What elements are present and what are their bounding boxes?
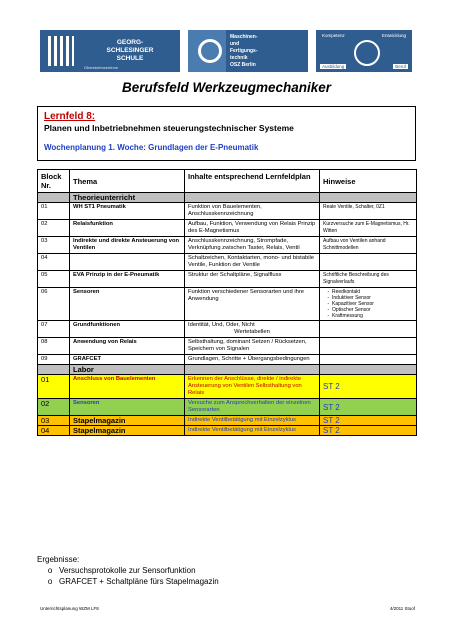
list-item: - Reedkontakt xyxy=(332,289,413,295)
table-row: 02 Sensoren Versuche zum Ansprechverhalten der einzelnen Sensorarten ST 2 xyxy=(38,399,417,416)
week-plan-title: Wochenplanung 1. Woche: Grundlagen der E-Pneumatik xyxy=(44,143,259,152)
results-label: Ergebnisse: xyxy=(37,555,80,564)
table-header-row xyxy=(38,170,417,193)
results-list xyxy=(37,565,219,587)
document-title: Berufsfeld Werkzeugmechaniker xyxy=(121,80,332,95)
header-inhalte: Inhalte entsprechend Lernfeldplan xyxy=(185,170,320,193)
table-row: 06 Sensoren Funktion verschiedener Sensorarten und ihre Anwendung - Reedkontakt - Induktiver Sensor - Kapazitiver Sensor - Optischer Sensor - Kraftmessung xyxy=(38,288,417,321)
lernfeld-number: Lernfeld 8: xyxy=(44,111,96,122)
footer-left: Unterrichtsplanung WZM LF8 xyxy=(40,606,99,611)
osz-logo-text: Maschinen- und Fertigungs- technik OSZ Berlin xyxy=(230,34,258,68)
table-row: 03 Stapelmagazin Indirekte Ventilbetätigung mit Einzelzyklus ST 2 xyxy=(38,416,417,426)
table-row: 05 EVA Prinzip in der E-Pneumatik Struktur der Schaltpläne, Signalfluss Schriftliche Beschreibung des Signalverlaufs xyxy=(38,271,417,288)
table-row: 09 GRAFCET Grundlagen, Schritte + Übergangsbedingungen xyxy=(38,355,417,365)
table-row: 08 Anwendung von Relais Selbsthaltung, dominant Setzen / Rücksetzen, Speichern von Signalen xyxy=(38,338,417,355)
section-row-theory xyxy=(38,193,417,203)
results-section xyxy=(37,554,219,587)
table-row: 07 Grundfunktionen Identität, Und, Oder, Nicht Wertetabellen xyxy=(38,321,417,338)
competence-logo: Kompetenz Entwicklung Ausbildung Beruf xyxy=(316,30,412,72)
header-thema: Thema xyxy=(70,170,185,193)
section-lab-label: Labor xyxy=(70,365,185,375)
table-row: 01 WH ST1 Pneumatik Funktion von Bauelementen, Anschlusskennzeichnung Reale Ventile, Schalter, 0Z1 xyxy=(38,203,417,220)
school-logo-text: GEORG- SCHLESINGER SCHULE xyxy=(106,39,154,62)
lernfeld-box xyxy=(37,106,416,161)
footer-right: 4/2011 Stoof xyxy=(389,606,415,611)
sensor-list-cell xyxy=(320,288,417,321)
section-theory-label: Theorieunterricht xyxy=(70,193,185,203)
section-row-lab xyxy=(38,365,417,375)
osz-logo-mark xyxy=(188,30,226,72)
sensor-list xyxy=(323,289,413,319)
list-item: - Optischer Sensor xyxy=(332,307,413,313)
table-row: 01 Anschluss von Bauelementen Erkennen der Anschlüsse, direkte / indirekte Ansteuerung von Ventilen Selbsthaltung von Relais ST 2 xyxy=(38,375,417,399)
list-item: - Kapazitiver Sensor xyxy=(332,301,413,307)
plan-table xyxy=(37,169,417,436)
osz-logo xyxy=(188,30,308,72)
list-item: - Kraftmessung xyxy=(332,313,413,319)
list-item: o Versuchsprotokolle zur Sensorfunktion xyxy=(59,565,219,576)
table-row: 02 Relaisfunktion Aufbau, Funktion, Verwendung von Relais Prinzip des E-Magnetismus Kurzversuche zum E-Magnetismus, Hr. Witten xyxy=(38,220,417,237)
school-logo-sub: Oberstufenzentrum xyxy=(84,65,119,70)
header-block: Block Nr. xyxy=(38,170,70,193)
table-row: 04 Schaltzeichen, Kontaktarten, mono- und bistabile Ventile, Funktion der Ventile xyxy=(38,254,417,271)
header-logos xyxy=(40,30,420,72)
school-logo-mark xyxy=(48,36,74,66)
school-logo xyxy=(40,30,180,72)
header-hinweise: Hinweise xyxy=(320,170,417,193)
lernfeld-title: Planen und Inbetriebnehmen steuerungstechnischer Systeme xyxy=(44,123,294,133)
table-row: 04 Stapelmagazin Indirekte Ventilbetätigung mit Einzelzyklus ST 2 xyxy=(38,426,417,436)
list-item: o GRAFCET + Schaltpläne fürs Stapelmagazin xyxy=(59,576,219,587)
table-row: 03 Indirekte und direkte Ansteuerung von Ventilen Anschlusskennzeichnung, Strompfade, Verknüpfung zwischen Taster, Relais, Ventil Aufbau von Ventilen anhand Schnittmodellen xyxy=(38,237,417,254)
list-item: - Induktiver Sensor xyxy=(332,295,413,301)
